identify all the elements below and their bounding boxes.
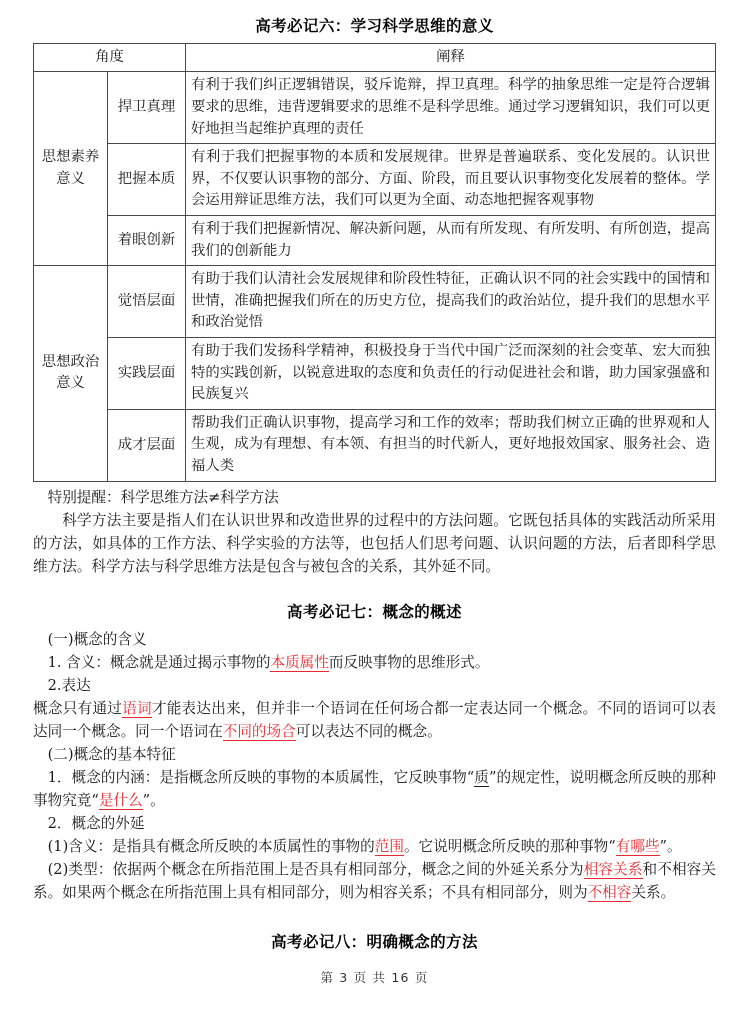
subsection-two-title: (二)概念的基本特征 <box>47 746 176 764</box>
aspect-cell: 觉悟层面 <box>108 266 186 338</box>
aspect-cell: 捍卫真理 <box>108 72 186 144</box>
section-six-heading: 高考必记六：学习科学思维的意义 <box>255 17 494 35</box>
concept-meaning-prefix: 1. 含义：概念就是通过揭示事物的 <box>47 653 271 671</box>
highlight-word-term: 语词 <box>122 700 152 717</box>
intension-text-c: ”。 <box>142 792 165 810</box>
concept-meaning-suffix: 而反映事物的思维形式。 <box>328 653 490 671</box>
table-row <box>34 144 716 216</box>
extension-meaning-paragraph <box>33 835 716 858</box>
table-header-row <box>34 44 716 72</box>
highlight-what-is-it: 是什么 <box>98 792 143 810</box>
section-seven-body <box>33 628 716 905</box>
column-header-explanation: 阐释 <box>186 44 716 72</box>
highlight-incompatible: 不相容 <box>587 884 632 902</box>
category-cell-ideological-literacy: 思想素养 意义 <box>34 72 108 266</box>
underline-quality: 质 <box>474 769 489 787</box>
extension-type-text-c: 关系。 <box>631 884 676 902</box>
page-footer: 第 3 页 共 16 页 <box>320 970 429 985</box>
expression-title: 2.表达 <box>47 676 91 694</box>
expression-text-c: 可以表达不同的概念。 <box>295 723 442 741</box>
column-header-angle: 角度 <box>34 44 186 72</box>
intension-text-b: ”的规定性，说明概念所反映的那种事物究竟“ <box>33 769 716 810</box>
table-row <box>34 266 716 338</box>
special-reminder-block <box>33 486 716 578</box>
extension-type-text-a: (2)类型：依据两个概念在所指范围上是否具有相同部分，概念之间的外延关系分为 <box>47 861 584 879</box>
category-cell-ideological-politics: 思想政治 意义 <box>34 266 108 481</box>
aspect-cell: 把握本质 <box>108 144 186 216</box>
subsection-one-title: (一)概念的含义 <box>47 630 147 648</box>
table-body <box>34 72 716 481</box>
expression-text-a: 概念只有通过 <box>33 700 123 717</box>
intension-paragraph <box>33 766 716 812</box>
extension-meaning-text-c: ”。 <box>659 838 682 856</box>
reminder-body: 科学方法主要是指人们在认识世界和改造世界的过程中的方法问题。它既包括具体的实践活动所采用的方法，如具体的工作方法、科学实验的方法等，也包括人们思考问题、认识问题的方法，后者即科学思维方法。科学方法与科学思维方法是包含与被包含的关系，其外延不同。 <box>33 511 716 575</box>
expression-text-b: 才能表达出来，但并非一个语词在任何场合都一定表达同一个概念。不同的语词可以表达同一个概念。同一个语词在 <box>33 700 716 741</box>
table-row <box>34 409 716 481</box>
section-eight-heading: 高考必记八：明确概念的方法 <box>271 933 478 952</box>
highlight-essential-attribute: 本质属性 <box>270 653 329 671</box>
highlight-compatible-relation: 相容关系 <box>583 861 643 879</box>
section-seven-heading: 高考必记七：概念的概述 <box>287 602 462 621</box>
table-row <box>34 72 716 144</box>
explanation-cell: 有利于我们纠正逻辑错误，驳斥诡辩，捍卫真理。科学的抽象思维一定是符合逻辑要求的思维，违背逻辑要求的思维不是科学思维。通过学习逻辑知识，我们可以更好地担当起维护真理的责任 <box>186 72 716 144</box>
extension-title: 2．概念的外延 <box>47 815 145 833</box>
intension-text-a: 1．概念的内涵：是指概念所反映的事物的本质属性，它反映事物“ <box>47 769 475 787</box>
extension-type-text-b: 和不相容关系。如果两个概念在所指范围上具有相同部分，则为相容关系；不具有相同部分，则为 <box>33 861 716 902</box>
reminder-title: 特别提醒：科学思维方法≠科学方法 <box>47 488 279 506</box>
extension-type-paragraph <box>33 858 716 904</box>
explanation-cell: 有助于我们发扬科学精神，积极投身于当代中国广泛而深刻的社会变革、宏大而独特的实践创新，以锐意进取的态度和负责任的行动促进社会和谐，助力国家强盛和民族复兴 <box>186 338 716 410</box>
table-head <box>34 44 716 72</box>
aspect-cell: 着眼创新 <box>108 215 186 265</box>
explanation-cell: 有利于我们把握新情况、解决新问题，从而有所发现、有所发明、有所创造，提高我们的创新能力 <box>186 215 716 265</box>
highlight-which-ones: 有哪些 <box>615 838 660 856</box>
aspect-cell: 实践层面 <box>108 338 186 410</box>
extension-meaning-text-b: 。它说明概念所反映的那种事物“ <box>403 838 616 856</box>
explanation-cell: 有助于我们认清社会发展规律和阶段性特征，正确认识不同的社会实践中的国情和世情，准确把握我们所在的历史方位，提高我们的政治站位，提升我们的思想水平和政治觉悟 <box>186 266 716 338</box>
table-row <box>34 215 716 265</box>
science-thinking-significance-table <box>33 43 716 482</box>
table-row <box>34 338 716 410</box>
highlight-different-context: 不同的场合 <box>222 723 296 741</box>
concept-meaning-item <box>33 651 716 674</box>
expression-paragraph <box>33 697 716 743</box>
highlight-scope: 范围 <box>374 838 404 856</box>
extension-meaning-text-a: (1)含义：是指具有概念所反映的本质属性的事物的 <box>47 838 375 856</box>
explanation-cell: 有利于我们把握事物的本质和发展规律。世界是普遍联系、变化发展的。认识世界，不仅要认识事物的部分、方面、阶段，而且要认识事物变化发展着的整体。学会运用辩证思维方法，我们可以更为全面、动态地把握客观事物 <box>186 144 716 216</box>
explanation-cell: 帮助我们正确认识事物，提高学习和工作的效率；帮助我们树立正确的世界观和人生观，成为有理想、有本领、有担当的时代新人，更好地报效国家、服务社会、造福人类 <box>186 409 716 481</box>
aspect-cell: 成才层面 <box>108 409 186 481</box>
